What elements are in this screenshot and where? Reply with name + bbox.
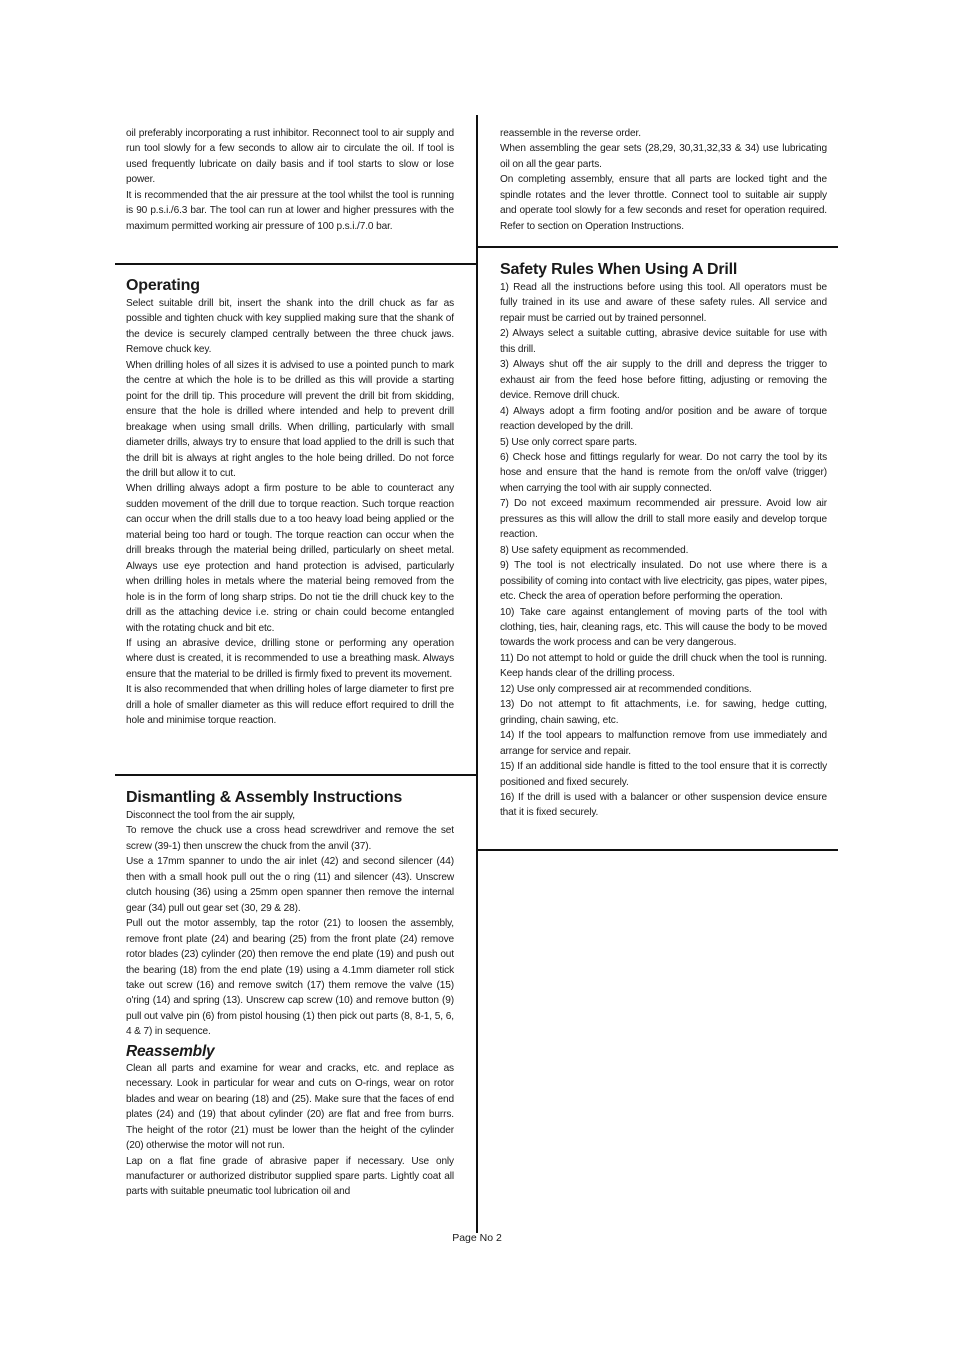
safety-rule: 9) The tool is not electrically insulated. Do not use where there is a possibility of coming into contact with live electricity, gas pipes, water pipes, etc. Check the area of operation before performing the operation. xyxy=(500,560,827,603)
paragraph: When assembling the gear sets (28,29, 30,31,32,33 & 34) use lubricating oil on all the gear parts. xyxy=(500,143,827,170)
section-divider-operating xyxy=(115,263,476,265)
paragraph: To remove the chuck use a cross head screwdriver and remove the set screw (39-1) then unscrew the chuck from the anvil (37). xyxy=(126,825,454,852)
section-divider-safety xyxy=(477,246,838,248)
paragraph: On completing assembly, ensure that all parts are locked tight and the spindle rotates and the lever throttle. Connect tool to suitable air supply and operate tool slowly for a few seconds and reset for operation required. Refer to section on Operation Instructions. xyxy=(500,174,827,232)
safety-rule: 13) Do not attempt to fit attachments, i.e. for sawing, hedge cutting, grinding, chain sawing, etc. xyxy=(500,699,827,726)
paragraph: Pull out the motor assembly, tap the rotor (21) to loosen the assembly, remove front plate (24) and bearing (25) from the front plate (24) remove rotor blades (23) cylinder (20) then remove the end plate (19) and push out the bearing (18) from the end plate (19) using a 4.1mm diameter roll stick take out screw (16) and remove switch (17) them remove the valve (15) o'ring (14) and spring (13). Unscrew cap screw (10) and remove button (9) pull out valve pin (6) from pistol housing (1) then pick out parts (8, 8-1, 5, 6, 4 & 7) in sequence. xyxy=(126,918,454,1038)
safety-rule: 12) Use only compressed air at recommended conditions. xyxy=(500,683,752,695)
safety-rule: 8) Use safety equipment as recommended. xyxy=(500,544,689,556)
safety-rule: 3) Always shut off the air supply to the drill and depress the trigger to exhaust air from the feed hose before fitting, adjusting or removing the device. Remove drill chuck. xyxy=(500,359,827,402)
operating-heading: Operating xyxy=(126,277,200,294)
safety-rule: 2) Always select a suitable cutting, abrasive device suitable for use with this drill. xyxy=(500,328,827,355)
safety-section xyxy=(500,260,827,821)
reassembly-continued-section xyxy=(500,126,827,234)
safety-rule: 11) Do not attempt to hold or guide the drill chuck when the tool is running. Keep hands clear of the drilling process. xyxy=(500,652,827,680)
safety-rule: 10) Take care against entanglement of moving parts of the tool with clothing, ties, hair, cleaning rags, etc. This will cause the body to be moved towards the work process and can be very dangerous. xyxy=(500,606,827,649)
paragraph: Use a 17mm spanner to undo the air inlet (42) and second silencer (44) then with a small hook pull out the o ring (11) and silencer (43). Unscrew clutch housing (36) using a 25mm open spanner then remove the internal gear (34) pull out gear set (30, 29 & 28). xyxy=(126,856,454,914)
paragraph: It is recommended that the air pressure at the tool whilst the tool is running is 90 p.s.i./6.3 bar. The tool can run at lower and higher pressures with the maximum permitted working air pressure of 100 p.s.i./7.0 bar. xyxy=(126,189,454,232)
section-divider-safety-end xyxy=(477,849,838,851)
paragraph: If using an abrasive device, drilling stone or performing any operation where dust is created, it is recommended to use a breathing mask. Always ensure that the material to be drilled is firmly fixed to prevent its movement. xyxy=(126,637,454,680)
paragraph: reassemble in the reverse order. xyxy=(500,128,641,139)
safety-rule: 15) If an additional side handle is fitted to the tool ensure that it is correctly positioned and fixed securely. xyxy=(500,761,827,788)
section-divider-dismantling xyxy=(115,774,476,776)
paragraph: It is also recommended that when drilling holes of large diameter to first pre drill a hole of smaller diameter as this will reduce effort required to drill the hole and minimise torque reaction. xyxy=(126,684,454,727)
safety-rule: 7) Do not exceed maximum recommended air pressure. Avoid low air pressures as this will allow the drill to stall more easily and develop torque reaction. xyxy=(500,498,827,541)
safety-rule: 1) Read all the instructions before using this tool. All operators must be fully trained in its use and aware of these safety rules. All service and repair must be carried out by trained personnel. xyxy=(500,282,827,324)
safety-heading: Safety Rules When Using A Drill xyxy=(500,261,738,278)
safety-rule: 16) If the drill is used with a balancer or other suspension device ensure that it is fixed securely. xyxy=(500,791,827,819)
safety-rule: 6) Check hose and fittings regularly for wear. Do not carry the tool by its hose and ensure that the hand is remote from the on/off valve (trigger) when carrying the tool with air supply connected. xyxy=(500,451,827,494)
dismantling-section xyxy=(126,788,454,1200)
safety-rule: 5) Use only correct spare parts. xyxy=(500,436,637,448)
dismantling-heading: Dismantling & Assembly Instructions xyxy=(126,789,403,806)
safety-rule: 4) Always adopt a firm footing and/or position and be aware of torque reaction developed by the drill. xyxy=(500,405,827,433)
paragraph: When drilling always adopt a firm posture to be able to counteract any sudden movement of the drill due to torque reaction. Such torque reaction can occur when the drill stalls due to a too heavy load being applied or the material being too hard or tough. The torque reaction can occur when the drill breaks through the material being drilled, particularly on sheet metal. Always use eye protection and hand protection is advised, particularly when drilling holes in metals where the material being removed from the hole is in the form of long sharp strips. Do not tie the drill chuck key to the drill as the attaching device i.e. string or chain could become entangled with the rotating chuck and bit etc. xyxy=(126,483,454,634)
operating-section xyxy=(126,276,454,729)
page-number: Page No 2 xyxy=(452,1232,502,1244)
paragraph: Disconnect the tool from the air supply, xyxy=(126,810,295,821)
paragraph: Select suitable drill bit, insert the shank into the drill chuck as far as possible and tighten chuck with key supplied making sure that the shank of the device is securely clamped centrally between the three chuck jaws. Remove chuck key. xyxy=(126,298,454,356)
paragraph: Clean all parts and examine for wear and cracks, etc. and replace as necessary. Look in particular for wear and cuts on O-rings, wear on rotor blades and wear on bearing (18) and (25). Make sure that the faces of end plates (24) and (19) that about cylinder (20) are flat and free from burrs. The height of the rotor (21) must be lower than the height of the cylinder (20) otherwise the motor will not run. xyxy=(126,1062,454,1152)
lubrication-section xyxy=(126,126,454,234)
paragraph: When drilling holes of all sizes it is advised to use a pointed punch to mark the centre at which the hole is to be drilled as this will provide a starting point for the drill tip. This procedure will prevent the drill bit from skidding, ensure that the hole is drilled where intended and help to prevent drill breakage when using small drills. When drilling, particularly with small diameter drills, always try to ensure that load applied to the drill is such that the drill bit is always at right angles to the hole being drilled. Do not force the drill but allow it to cut. xyxy=(126,359,454,479)
paragraph: oil preferably incorporating a rust inhibitor. Reconnect tool to air supply and run tool slowly for a few seconds to allow air to circulate the oil. If tool is used frequently lubricate on daily basis and if tool starts to slow or lose power. xyxy=(126,128,454,186)
column-divider xyxy=(476,115,478,1233)
paragraph: Lap on a flat fine grade of abrasive paper if necessary. Use only manufacturer or authorized distributor supplied spare parts. Lightly coat all parts with suitable pneumatic tool lubrication oil and xyxy=(126,1155,454,1198)
safety-rule: 14) If the tool appears to malfunction remove from use immediately and arrange for service and repair. xyxy=(500,730,827,757)
reassembly-heading: Reassembly xyxy=(126,1042,215,1060)
